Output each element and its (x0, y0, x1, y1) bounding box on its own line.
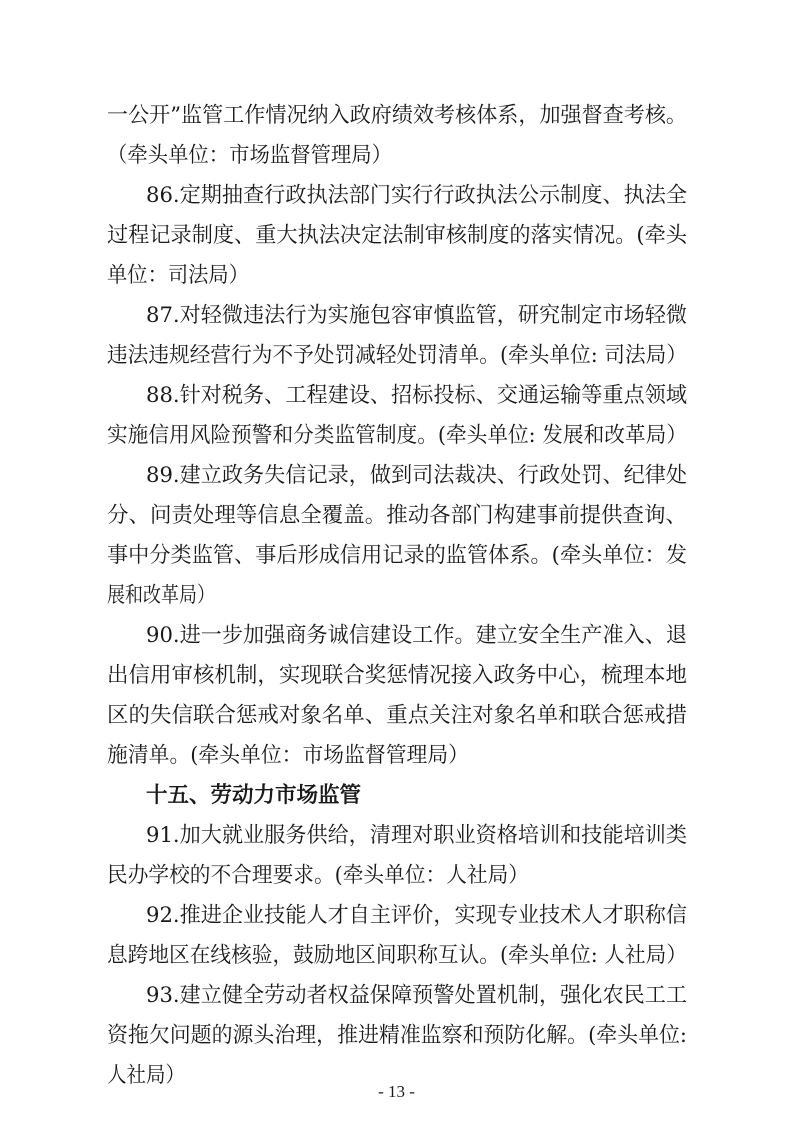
line-text: 息跨地区在线核验，鼓励地区间职称互认。(牵头单位: 人社局） (107, 943, 687, 968)
paragraph-line (0, 736, 793, 776)
line-text: 91.加大就业服务供给，清理对职业资格培训和技能培训类 (146, 823, 688, 848)
paragraph-line (0, 816, 793, 856)
line-text: 分、问责处理等信息全覆盖。推动各部门构建事前提供查询、 (107, 503, 687, 528)
line-text: 92.推进企业技能人才自主评价，实现专业技术人才职称信 (146, 903, 688, 928)
paragraph-line (0, 96, 793, 136)
line-text: 人社局） (107, 1063, 185, 1088)
section-heading (0, 776, 793, 816)
line-text: 出信用审核机制，实现联合奖惩情况接入政务中心，梳理本地 (107, 663, 687, 688)
line-text: 87.对轻微违法行为实施包容审慎监管，研究制定市场轻微 (146, 303, 688, 328)
paragraph-line (0, 936, 793, 976)
line-text: （牵头单位：市场监督管理局） (107, 143, 393, 168)
paragraph-line (0, 1016, 793, 1056)
line-text: 90.进一步加强商务诚信建设工作。建立安全生产准入、退 (146, 623, 688, 648)
paragraph-line (0, 256, 793, 296)
paragraph-line (0, 496, 793, 536)
paragraph-line (0, 896, 793, 936)
line-text: 民办学校的不合理要求。(牵头单位：人社局） (107, 863, 529, 888)
paragraph-line (0, 976, 793, 1016)
paragraph-line (0, 216, 793, 256)
section-heading-text: 十五、劳动力市场监管 (146, 783, 361, 808)
paragraph-line (0, 296, 793, 336)
line-text: 88.针对税务、工程建设、招标投标、交通运输等重点领域 (146, 383, 688, 408)
paragraph-line (0, 336, 793, 376)
line-text: 86.定期抽查行政执法部门实行行政执法公示制度、执法全 (146, 183, 688, 208)
line-text: 一公开”监管工作情况纳入政府绩效考核体系，加强督查考核。 (107, 103, 688, 128)
line-text: 违法违规经营行为不予处罚减轻处罚清单。(牵头单位: 司法局） (107, 343, 687, 368)
line-text: 93.建立健全劳动者权益保障预警处置机制，强化农民工工 (146, 983, 688, 1008)
line-text: 区的失信联合惩戒对象名单、重点关注对象名单和联合惩戒措 (107, 703, 687, 728)
paragraph-line (0, 456, 793, 496)
page-number: - 13 - (378, 1082, 415, 1101)
line-text: 事中分类监管、事后形成信用记录的监管体系。(牵头单位：发 (107, 543, 688, 568)
paragraph-line (0, 616, 793, 656)
paragraph-line (0, 376, 793, 416)
paragraph-line (0, 696, 793, 736)
paragraph-line (0, 416, 793, 456)
paragraph-line (0, 576, 793, 616)
paragraph-line (0, 856, 793, 896)
line-text: 展和改革局） (107, 583, 215, 608)
paragraph-line (0, 176, 793, 216)
paragraph-line (0, 136, 793, 176)
line-text: 过程记录制度、重大执法决定法制审核制度的落实情况。(牵头 (107, 223, 688, 248)
line-text: 单位：司法局） (107, 263, 249, 288)
paragraph-line (0, 656, 793, 696)
line-text: 实施信用风险预警和分类监管制度。(牵头单位: 发展和改革局） (107, 423, 687, 448)
line-text: 施清单。(牵头单位：市场监督管理局） (107, 743, 470, 768)
line-text: 89.建立政务失信记录，做到司法裁决、行政处罚、纪律处 (146, 463, 688, 488)
paragraph-line (0, 536, 793, 576)
line-text: 资拖欠问题的源头治理，推进精准监察和预防化解。(牵头单位: (107, 1023, 687, 1048)
